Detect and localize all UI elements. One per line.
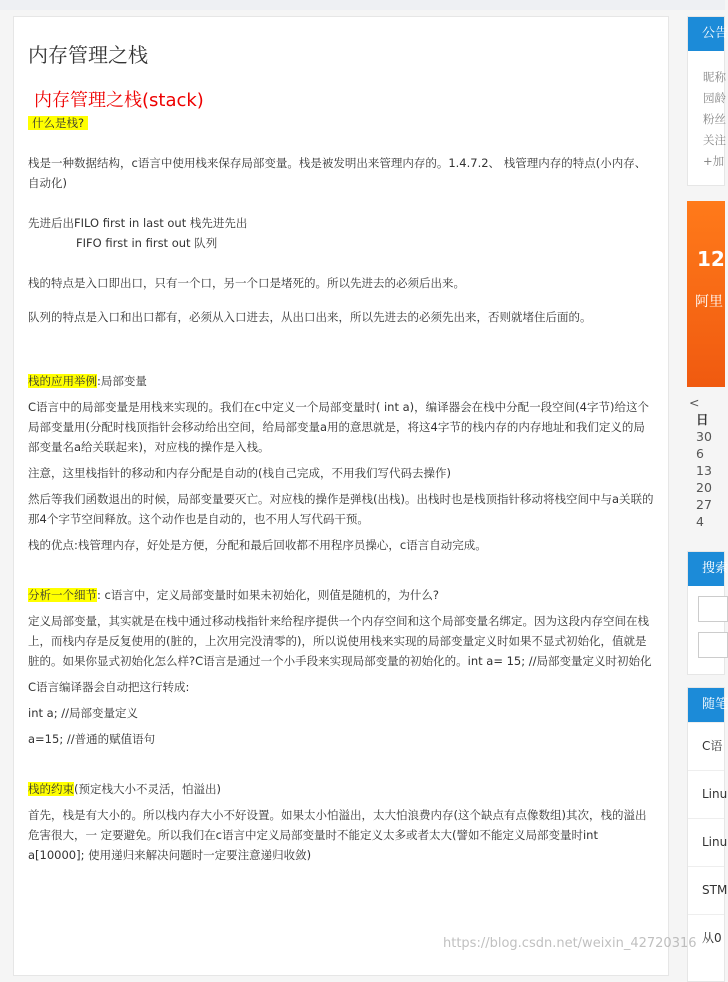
notice-nickname: 昵称 [703,70,726,84]
app-heading [28,371,654,391]
search-input-2[interactable] [698,632,728,658]
notice-title: 公告 [688,17,724,51]
section-heading: 内存管理之栈(stack) [34,90,204,111]
highlight-app-example: 栈的应用举例 [28,374,97,388]
random-post-link[interactable]: Linu [688,818,724,866]
notice-card [687,16,728,186]
random-post-link[interactable]: Linu [688,770,724,818]
random-post-link[interactable]: STM [688,866,724,914]
limit-heading-rest: (预定栈大小不灵活，怕溢出) [74,782,221,796]
calendar-day[interactable]: 20 [696,480,712,495]
paragraph-app-3: 然后等我们函数退出的时候，局部变量要灭亡。对应栈的操作是弹栈(出栈)。出栈时也是栈顶指针移动将栈空间中与a关联的那4个字节空间释放。这个动作也是自动的，也不用人写代码干预。 [28,492,654,526]
paragraph-detail-2: C语言编译器会自动把这行转成: [28,680,190,694]
code-line-2: a=15; //普通的赋值语句 [28,732,156,746]
calendar-day[interactable]: 13 [696,463,712,478]
fifo-line: FIFO first in first out 队列 [76,236,218,250]
calendar-prev-link[interactable]: < [689,395,700,410]
notice-follow[interactable]: 关注 [703,133,726,147]
question-line [28,113,654,133]
ad-text-2: 阿里 [695,294,723,310]
ad-text-1: 12 [697,247,725,271]
paragraph-queue-feature: 队列的特点是入口和出口都有，必须从入口进去，从出口出来，所以先进去的必须先出来，否则就堵住后面的。 [28,310,592,324]
app-heading-rest: :局部变量 [97,374,147,388]
paragraph-app-4: 栈的优点:栈管理内存，好处是方便，分配和最后回收都不用程序员操心，c语言自动完成。 [28,538,487,552]
calendar-day[interactable]: 4 [696,514,704,529]
notice-lines [688,51,724,172]
paragraph-detail-1: 定义局部变量，其实就是在栈中通过移动栈指针来给程序提供一个内存空间和这个局部变量名绑定。因为这段内存空间在栈上，而栈内存是反复使用的(脏的，上次用完没清零的)，所以说使用栈来实现的局部变量定义时如果不显式初始化，值就是脏的。如果你显式初始化怎么样?C语言是通过一个小手段来实现局部变量的初始化的。int a= 15; //局部变量定义时初始化 [28,614,652,668]
highlight-detail: 分析一个细节 [28,588,97,602]
search-card [687,551,728,675]
random-post-link[interactable]: 从0 [688,914,724,962]
calendar-day[interactable]: 6 [696,446,704,461]
watermark-text: https://blog.csdn.net/weixin_42720316 [443,936,697,951]
code-line-1: int a; //局部变量定义 [28,706,138,720]
paragraph-limit: 首先，栈是有大小的。所以栈内存大小不好设置。如果太小怕溢出，太大怕浪费内存(这个缺点有点像数组)其次，栈的溢出危害很大，一 定要避免。所以我们在c语言中定义局部变量时不能定义太多或者太大(譬如不能定义局部变量时int a[10000]; 使用递归来解决问题时一定要注意递归收敛) [28,808,647,862]
calendar-day[interactable]: 27 [696,497,712,512]
filo-line: 先进后出FILO first in last out 栈先进先出 [28,216,248,230]
highlight-limit: 栈的约束 [28,782,74,796]
ad-banner[interactable] [687,201,725,387]
notice-add-follow[interactable]: +加 [703,154,725,168]
random-post-link[interactable]: C语 [688,722,724,770]
notice-fans: 粉丝 [703,112,726,126]
search-title: 搜索 [688,552,724,586]
post-title[interactable]: 内存管理之栈 [28,45,148,67]
detail-heading-rest: : c语言中，定义局部变量时如果未初始化，则值是随机的，为什么? [97,588,439,602]
highlight-what-is-stack: 什么是栈? [28,116,88,130]
notice-age: 园龄 [703,91,726,105]
paragraph-app-1: C语言中的局部变量是用栈来实现的。我们在c中定义一个局部变量时( int a)，编译器会在栈中分配一段空间(4字节)给这个局部变量用(分配时栈顶指针会移动给出空间，给局部变量a用的意思就是，将这4字节的栈内存的内存地址和我们定义的局部变量名a给关联起来)，对应栈的操作是入栈。 [28,400,649,454]
calendar-day[interactable]: 30 [696,429,712,444]
search-input[interactable] [698,596,728,622]
article-card [13,16,669,976]
paragraph-intro: 栈是一种数据结构，c语言中使用栈来保存局部变量。栈是被发明出来管理内存的。1.4.7.2、 栈管理内存的特点(小内存、自动化) [28,156,647,190]
random-title: 随笔 [688,688,724,722]
calendar [687,394,725,530]
paragraph-app-2: 注意，这里栈指针的移动和内存分配是自动的(栈自己完成，不用我们写代码去操作) [28,466,451,480]
top-bar [0,0,725,10]
paragraph-stack-feature: 栈的特点是入口即出口，只有一个口，另一个口是堵死的。所以先进去的必须后出来。 [28,276,465,290]
calendar-weekday-sun: 日 [696,412,709,427]
article-body [28,89,654,865]
detail-heading [28,585,654,605]
limit-heading [28,779,654,799]
